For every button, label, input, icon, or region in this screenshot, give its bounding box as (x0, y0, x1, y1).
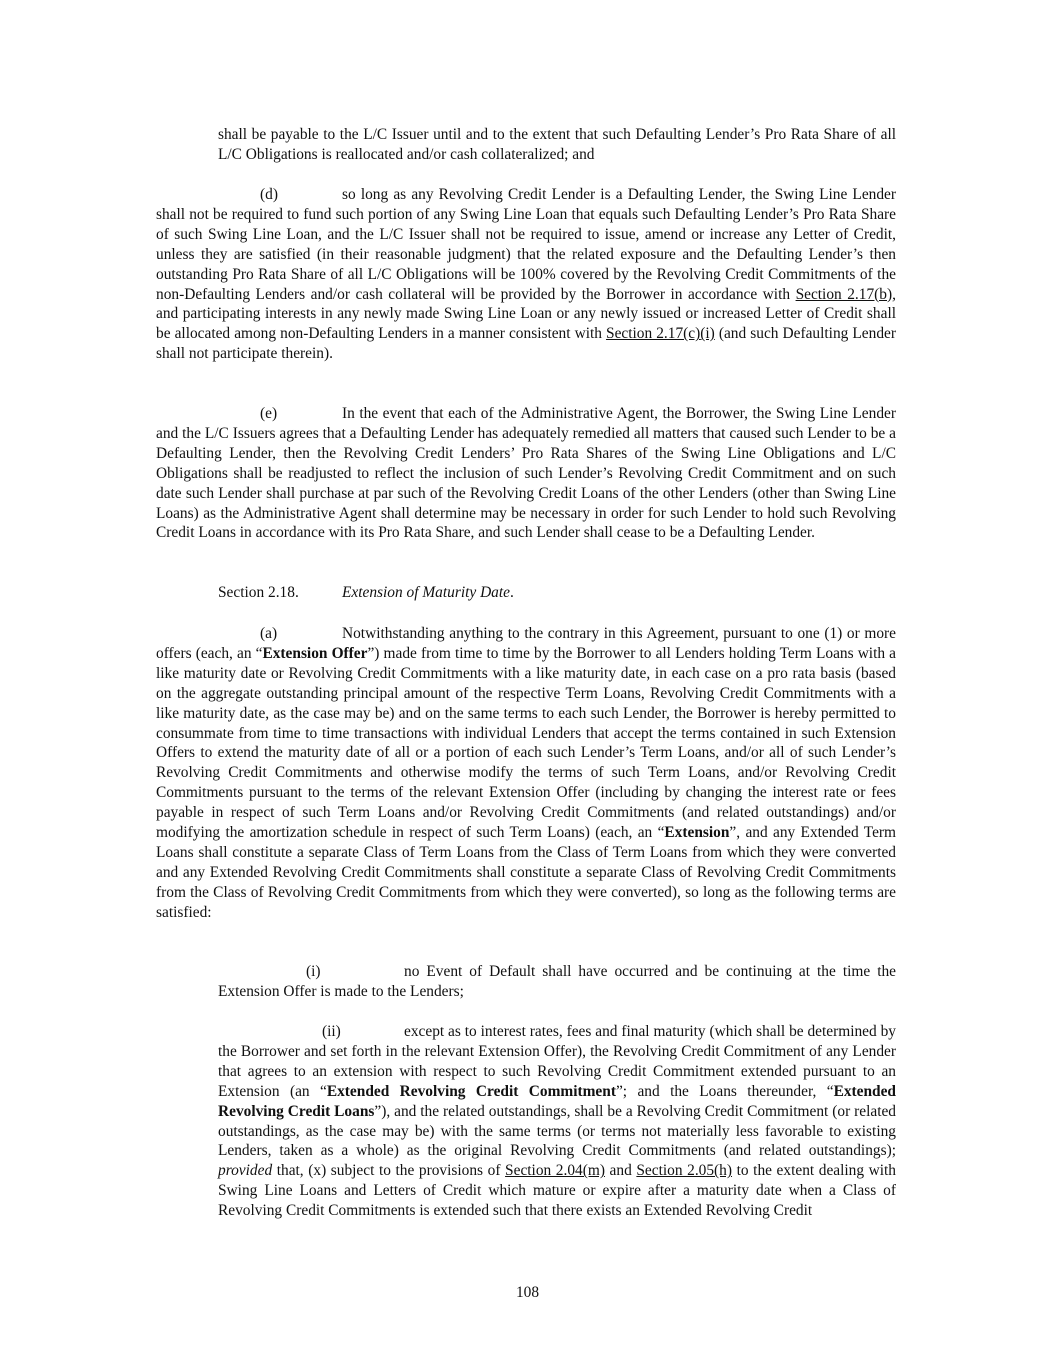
defined-term-extension-offer: Extension Offer (262, 644, 368, 662)
paragraph-a-text2: ”) made from time to time by the Borrower to all Lenders holding Term Loans with a like maturity date or Revolving Credit Commitments with a like maturity date, in each case on a pro rata basis (based on the aggregate outstanding principal amount of the respective Term Loans, Revolving Credit Commitments with a like maturity date, as the case may be) and on the same terms to each such Lender, the Borrower is hereby permitted to consummate from time to time transactions with individual Lenders that accept the terms contained in such Extension Offers to extend the maturity date of all or a portion of each such Lender’s Term Loans, and/or all of such Lender’s Revolving Credit Commitments and otherwise modify the terms of such Term Loans, and/or Revolving Credit Commitments pursuant to the terms of the relevant Extension Offer (including by changing the interest rate or fees payable in respect of such Term Loans and/or Revolving Credit Commitments (and related outstandings) and/or modifying the amortization schedule in respect of such Term Loans) (each, an “ (156, 644, 896, 842)
clause-ii-label: (ii) (322, 1023, 341, 1040)
clause-i-text: no Event of Default shall have occurred and be continuing at the time the Extension Offer is made to the Lenders; (218, 963, 896, 1000)
paragraph-e (156, 404, 896, 543)
paragraph-a-text1: Notwithstanding anything to the contrary in this Agreement, pursuant to one (1) or more offers (each, an “ (156, 625, 896, 662)
carryover-text: shall be payable to the L/C Issuer until and to the extent that such Defaulting Lender’s Pro Rata Share of all L/C Obligations is reallocated and/or cash collateralized; and (218, 126, 896, 163)
section-2-04-m-reference: Section 2.04(m) (505, 1162, 605, 1180)
clause-ii-text3: ”), and the related outstandings, shall be a Revolving Credit Commitment (or related outstandings, as the case may be) with the same terms (or terms not materially less favorable to existing Lenders, taken as a whole) as the original Revolving Credit Commitments (and related outstandings); (218, 1102, 896, 1160)
paragraph-d-text3: (and such Defaulting Lender shall not participate therein). (156, 325, 896, 363)
paragraph-d-label: (d) (260, 186, 278, 203)
defined-term-extension: Extension (664, 824, 730, 842)
section-number: Section 2.18. (218, 584, 299, 601)
section-2-05-h-reference: Section 2.05(h) (636, 1162, 733, 1180)
clause-ii-text1: except as to interest rates, fees and final maturity (which shall be determined by the Borrower and set forth in the relevant Extension Offer), the Revolving Credit Commitment of any Lender that agrees to an extension with respect to such Revolving Credit Commitment extended pursuant to an Extension (an “ (218, 1023, 896, 1100)
clause-ii-text2: ”; and the Loans thereunder, “ (615, 1082, 834, 1100)
paragraph-d (156, 185, 896, 364)
section-2-17-b-reference: Section 2.17(b) (795, 285, 893, 303)
paragraph-e-text: In the event that each of the Administrative Agent, the Borrower, the Swing Line Lender and the L/C Issuers agrees that a Defaulting Lender has adequately remedied all matters that caused such Lender to be a Defaulting Lender, then the Revolving Credit Lenders’ Pro Rata Shares of the Swing Line Obligations and L/C Obligations shall be readjusted to reflect the inclusion of such Lender’s Revolving Credit Commitment and on such date such Lender shall purchase at par such of the Revolving Credit Loans of the other Lenders (other than Swing Line Loans) as the Administrative Agent shall determine may be necessary in order for such Lender to hold such Revolving Credit Loans in accordance with its Pro Rata Share, and such Lender shall cease to be a Defaulting Lender. (156, 405, 896, 542)
page-number: 108 (515, 1284, 540, 1301)
carryover-paragraph (218, 125, 896, 165)
section-2-17-c-reference: Section 2.17(c) (606, 325, 701, 343)
section-title: Extension of Maturity Date (342, 584, 510, 601)
clause-ii-text4: that, (x) subject to the provisions of (272, 1162, 506, 1180)
clause-i-label: (i) (306, 963, 321, 980)
paragraph-a-text3: ”, and any Extended Term Loans shall constitute a separate Class of Term Loans from the Class of Term Loans from which they were converted and any Extended Revolving Credit Commitments shall constitute a separate Class of Revolving Credit Commitments from the Class of Revolving Credit Commitments from which they were converted), so long as the following terms are satisfied: (156, 824, 896, 921)
defined-term-extended-revolving-credit-commitment: Extended Revolving Credit Commitment (326, 1082, 616, 1100)
paragraph-a (156, 624, 896, 923)
paragraph-a-label: (a) (260, 625, 278, 642)
paragraph-d-text1: so long as any Revolving Credit Lender is a Defaulting Lender, the Swing Line Lender shall not be required to fund such portion of any Swing Line Loan that equals such Defaulting Lender’s Pro Rata Share of such Swing Line Loan, and the L/C Issuer shall not be required to issue, amend or increase any Letter of Credit, unless they are satisfied (in their reasonable judgment) that the related exposure and the Defaulting Lender’s then outstanding Pro Rata Share of all L/C Obligations will be 100% covered by the Revolving Credit Commitments of the non-Defaulting Lenders and/or cash collateral will be provided by the Borrower in accordance with (156, 186, 896, 303)
defined-term-extended-revolving-credit-loans: Extended Revolving Credit Loans (218, 1082, 896, 1120)
paragraph-d-text2: , and participating interests in any newly made Swing Line Loan or any newly issued or increased Letter of Credit shall be allocated among non-Defaulting Lenders in a manner consistent with (156, 285, 896, 343)
clause-i (218, 962, 896, 1002)
proviso-word: provided (218, 1162, 273, 1180)
section-2-17-c-i-reference: (i) (700, 325, 715, 343)
paragraph-e-label: (e) (260, 405, 278, 422)
clause-ii-text6: to the extent dealing with Swing Line Loans and Letters of Credit which mature or expire after a maturity date when a Class of Revolving Credit Commitments is extended such that there exists an Extended Revolving Credit (218, 1162, 896, 1220)
section-heading: Section 2.18. Extension of Maturity Date. (218, 584, 514, 601)
clause-ii (218, 1022, 896, 1221)
clause-ii-text5: and (604, 1162, 637, 1180)
